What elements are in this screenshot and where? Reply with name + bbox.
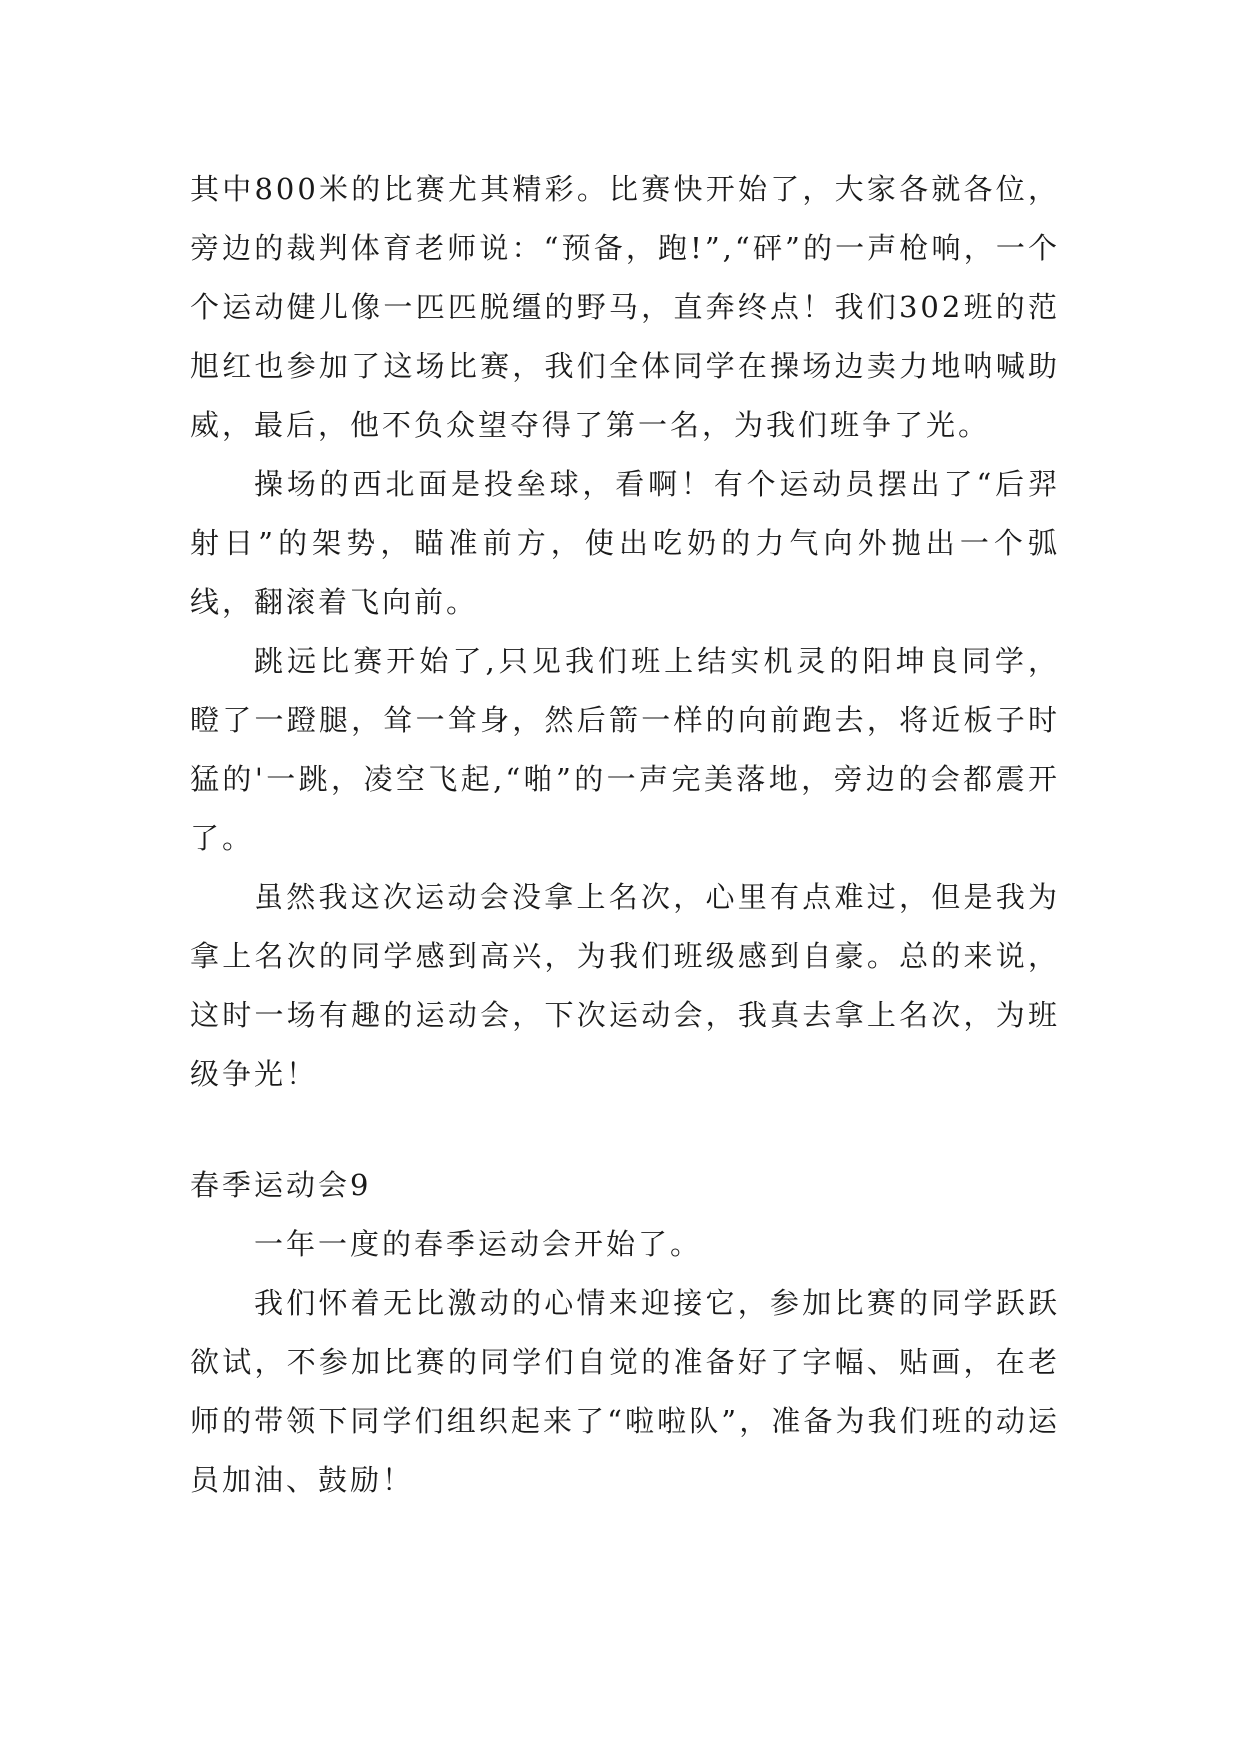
- paragraph-800m-race: 其中800米的比赛尤其精彩。比赛快开始了，大家各就各位，旁边的裁判体育老师说：“预备，跑!”,“砰”的一声枪响，一个个运动健儿像一匹匹脱缰的野马，直奔终点！我们302班的范旭红也参加了这场比赛，我们全体同学在操场边卖力地呐喊助威，最后，他不负众望夺得了第一名，为我们班争了光。: [190, 172, 1060, 442]
- document-body: [190, 160, 1060, 1510]
- section-title: 春季运动会9: [190, 1168, 372, 1202]
- paragraph-opening: 一年一度的春季运动会开始了。: [254, 1227, 703, 1261]
- paragraph-conclusion: 虽然我这次运动会没拿上名次，心里有点难过，但是我为拿上名次的同学感到高兴，为我们班级感到自豪。总的来说，这时一场有趣的运动会，下次运动会，我真去拿上名次，为班级争光！: [190, 880, 1060, 1091]
- section-spacer: [190, 1104, 1060, 1156]
- paragraph-softball-throw: 操场的西北面是投垒球，看啊！有个运动员摆出了“后羿射日”的架势，瞄准前方，使出吃奶的力气向外抛出一个弧线，翻滚着飞向前。: [190, 467, 1060, 619]
- paragraph-long-jump: 跳远比赛开始了,只见我们班上结实机灵的阳坤良同学，瞪了一蹬腿，耸一耸身，然后箭一样的向前跑去，将近板子时猛的'一跳，凌空飞起,“啪”的一声完美落地，旁边的会都震开了。: [190, 644, 1060, 855]
- paragraph-cheering: 我们怀着无比激动的心情来迎接它，参加比赛的同学跃跃欲试，不参加比赛的同学们自觉的准备好了字幅、贴画，在老师的带领下同学们组织起来了“啦啦队”，准备为我们班的动运员加油、鼓励！: [190, 1286, 1060, 1497]
